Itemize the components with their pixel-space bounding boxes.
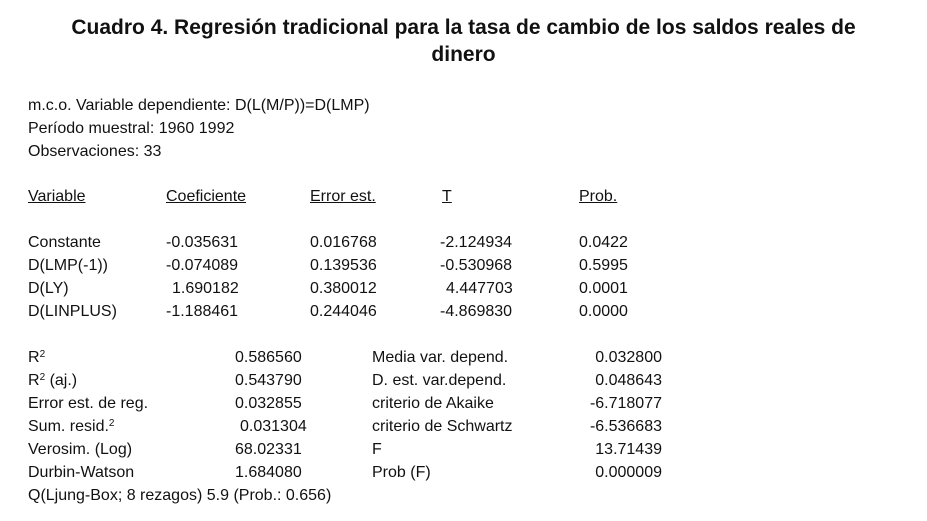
stat-label: F	[372, 441, 382, 458]
ljung-box-footer: Q(Ljung-Box; 8 rezagos) 5.9 (Prob.: 0.656)	[28, 487, 332, 504]
stat-label: Verosim. (Log)	[28, 441, 133, 458]
row-coef: -0.035631	[166, 234, 239, 251]
stat-label: $R^2$	[28, 349, 46, 366]
row-se: 0.380012	[310, 280, 377, 297]
stat-value: 0.586560	[235, 349, 302, 366]
row-prob: 0.0422	[579, 234, 628, 251]
row-variable: D(LY)	[28, 280, 69, 297]
stat-value: 13.71439	[595, 441, 662, 458]
stat-value: 0.031304	[240, 418, 307, 435]
period-line: Período muestral: 1960 1992	[28, 120, 235, 137]
row-se: 0.244046	[310, 303, 377, 320]
row-variable: Constante	[28, 234, 101, 251]
title-line-2: dinero	[431, 43, 496, 66]
stat-value: 68.02331	[235, 441, 302, 458]
row-variable: D(LINPLUS)	[28, 303, 117, 320]
table-title	[0, 14, 927, 68]
row-t: -0.530968	[440, 257, 513, 274]
stat-value: 0.543790	[235, 372, 302, 389]
stat-label: D. est. var.depend.	[372, 372, 507, 389]
row-t: -4.869830	[440, 303, 513, 320]
row-t: -2.124934	[440, 234, 513, 251]
stat-value: 0.048643	[595, 372, 662, 389]
stat-value: 1.684080	[235, 464, 302, 481]
row-prob: 0.0001	[579, 280, 628, 297]
row-coef: 1.690182	[172, 280, 239, 297]
stat-value: 0.032800	[595, 349, 662, 366]
stat-label: Sum. resid.$^2$	[28, 418, 115, 435]
row-se: 0.016768	[310, 234, 377, 251]
stat-label: Error est. de reg.	[28, 395, 149, 412]
stat-label: Prob (F)	[372, 464, 431, 481]
stat-value: -6.718077	[589, 395, 662, 412]
stat-label: criterio de Schwartz	[372, 418, 513, 435]
row-prob: 0.0000	[579, 303, 628, 320]
row-coef: -0.074089	[166, 257, 239, 274]
row-coef: -1.188461	[166, 303, 239, 320]
header-std-error: Error est.	[310, 188, 376, 205]
row-se: 0.139536	[310, 257, 377, 274]
stat-value: 0.032855	[235, 395, 302, 412]
header-t: T	[442, 188, 452, 205]
stat-label: Media var. depend.	[372, 349, 509, 366]
header-prob: Prob.	[579, 188, 618, 205]
row-variable: D(LMP(-1))	[28, 257, 108, 274]
method-line: m.c.o. Variable dependiente: D(L(M/P))=D(LMP)	[28, 97, 370, 114]
header-variable: Variable	[28, 188, 86, 205]
observations-line: Observaciones: 33	[28, 143, 162, 160]
stat-value: -6.536683	[589, 418, 662, 435]
stat-label: Durbin-Watson	[28, 464, 135, 481]
stat-label: $R^2$ (aj.)	[28, 372, 78, 389]
stat-value: 0.000009	[595, 464, 662, 481]
stat-label: criterio de Akaike	[372, 395, 494, 412]
row-t: 4.447703	[446, 280, 513, 297]
header-coefficient: Coeficiente	[166, 188, 247, 205]
title-line-1: Cuadro 4. Regresión tradicional para la tasa de cambio de los saldos reales de	[71, 16, 856, 39]
row-prob: 0.5995	[579, 257, 628, 274]
